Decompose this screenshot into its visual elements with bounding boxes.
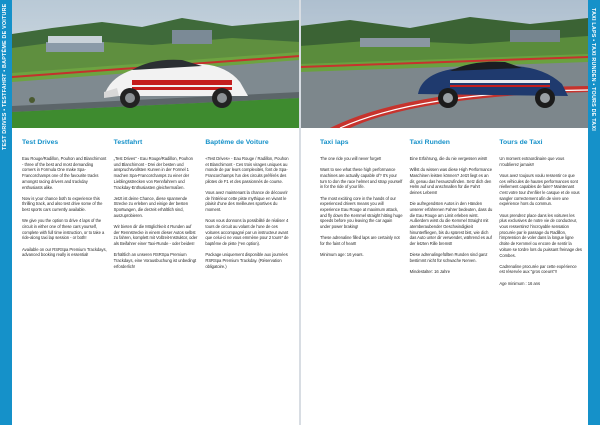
- paragraph: Want to see what these high performance machines are actually capable of? It's your turn to don the race helmet and strap yourself in for the ride of your life.: [320, 167, 403, 190]
- porsche-test-drive-photo: [12, 0, 300, 128]
- column-taxi-laps: [320, 139, 403, 292]
- paragraph: These adrenaline filled laps are certainly not for the faint of heart!: [320, 235, 400, 246]
- right-sidebar-band: [588, 0, 600, 425]
- column-tours-de-taxi: [499, 139, 582, 292]
- paragraph: Available on our RSRSpa Premium Trackdays, advanced booking really is essential!: [22, 246, 107, 258]
- right-page: [300, 0, 600, 425]
- right-columns: [320, 139, 582, 292]
- paragraph: Now is your chance both to experience this thrilling track, and also test drive some of the best sports cars currently available.: [22, 195, 103, 213]
- column-testfahrt: [114, 139, 199, 275]
- left-sidebar-band: [0, 0, 12, 425]
- paragraph: Package uniquement disponible aux journées RSRSpa Premium Trackday. (Réservation obligatoire.): [205, 252, 288, 269]
- paragraph: Erhältlich an unseren RSRSpa Premium Trackdays, eine Vorausbuchung ist unbedingt erforderlich!: [113, 252, 197, 269]
- paragraph: Eau Rouge/Radillon, Pouhon and Blanchimont - three of the best and most demanding corners in Formula One make Spa-Francorchamps one of the favourite tracks amongst racing drivers and trackday enthusiasts alike.: [22, 156, 107, 190]
- porsche-taxi-lap-photo: [300, 0, 588, 128]
- paragraph: Minimum age: 16 years.: [320, 252, 364, 258]
- paragraph: The one ride you will never forget!: [320, 156, 382, 161]
- paragraph: Jetzt ist deine Chance, diese spannende Strecke zu erleben und einige der besten Sportwagen, die derzeit erhältlich sind, auszuprobieren.: [113, 195, 189, 218]
- paragraph: Eine Erfahrung, die du nie vergessen wirst!: [409, 156, 488, 161]
- paragraph: Un moment extraordinaire que vous n'oublierez jamais!!: [499, 156, 565, 167]
- column-heading: Baptême de Voiture: [205, 139, 269, 146]
- column-heading: Taxi Runden: [409, 139, 450, 146]
- column-bapteme-de-voiture: [205, 139, 290, 275]
- paragraph: Wir bieten dir die Möglichkeit 4 Runden auf der Rennstrecke in einem dieser Autos selbst zu fahren, komplett mit Vollzeit-Instruktor, oder als Beifahrer einer Taxi-Runde - oder beides!: [113, 224, 198, 247]
- paragraph: Diese adrenalingefüllten Runden sind ganz bestimmt nicht für schwache Nerven.: [409, 252, 488, 264]
- left-sidebar-label: TEST DRIVES • TESTFAHRT • BAPTÊME DE VOITURE: [2, 3, 8, 150]
- paragraph: „Test Drives" - Eau Rouge/Radillon, Pouhon und Blanchimont - Drei der besten und anspruchsvollsten Kurven in der Formel 1 machen Spa-Francorchamps zu einer der Lieblingsstrecken von Rennfahrern und Trackday-Enthusiasten gleichermaßen.: [113, 156, 193, 190]
- paragraph: Nous vous donnons la possibilité de réaliser 4 tours de circuit au volant de l'une de ces voitures accompagné par un instructeur avant que celui-ci ne vous emmène pour 2 tours* de baptême de piste (*en option).: [205, 218, 289, 247]
- page-spine: [299, 0, 301, 425]
- column-heading: Test Drives: [22, 139, 59, 146]
- left-columns: [22, 139, 290, 275]
- column-test-drives: [22, 139, 107, 275]
- paragraph: Willst du wissen was diese High Performance Maschinen leisten können? Jetzt liegt es an dir, genau das herauszufinden. Setz dich den Helm auf und anschnallen für die Fahrt deines Lebens!: [409, 167, 493, 196]
- paragraph: Cadrenaline procurée par cette expérience est réservée aux "gros coeurs"!!: [499, 263, 577, 275]
- paragraph: «Test Drives» - Eau Rouge / Radillon, Pouhon et Blanchimont - Ces trois virages uniques au monde de par leurs complexités, font de Spa-Francorchamps l'un des circuits préférés des pilotes de F1 et des passionnés de course.: [205, 156, 289, 184]
- paragraph: The most exciting core in the hands of our experienced drivers means you will experience Eau Rouge at maximum attack, and fly down the Kemmel straight hitting huge speeds before you leaving the car again under power braking!: [320, 195, 403, 230]
- paragraph: Vous avez maintenant la chance de découvrir de l'intérieur cette piste mythique en vivant le plaisir d'une des meilleures sportives du moment.: [205, 190, 288, 213]
- column-heading: Taxi laps: [320, 139, 349, 146]
- paragraph: Mindestalter: 16 Jahre: [409, 269, 451, 275]
- paragraph: Die aufregendsten Autos in den Händen unserer erfahrenen Fahrer bedeuten, dass du die Eau Rouge am Limit erleben wirst. Außerdem wirst du die Kemmel Straight mit atemberaubender Geschwindigkeit hinunterfliegen, bis du spürest bist, wie dich das Auto unter dir verwendet, während es auf der letzten Rille bremst!: [409, 201, 493, 247]
- column-taxi-runden: [410, 139, 493, 292]
- column-heading: Tours de Taxi: [499, 139, 543, 146]
- right-sidebar-label: TAXI LAPS • TAXI RUNDEN • TOURS DE TAXI: [590, 8, 596, 131]
- paragraph: Age minimum : 16 ans: [499, 280, 541, 286]
- paragraph: Vous avez toujours voulu ressentir ce que ces véhicules de hautes performances sont réellement capables de faire? Maintenant c'est votre tour d'enfiler le casque et de vous sangler correctement afin de vivre une expérience hors du commun.: [499, 172, 580, 207]
- paragraph: We give you the option to drive 4 laps of the circuit in either one of these cars yourself, complete with full time instruction, or to take a ride-along taxi lap session - or both!: [22, 218, 105, 241]
- paragraph: Vous prendrez place dans les voitures les plus exclusives de notre vie de conducteur, vous ressentirez l'incroyable sensation procurée par le passage du Radillon, l'impression de voler dans la longue ligne droite de Kemmel ou encore de sentir la voiture se tordre lors du puissant freinage des Combes.: [499, 212, 582, 258]
- column-heading: Testfahrt: [113, 139, 143, 146]
